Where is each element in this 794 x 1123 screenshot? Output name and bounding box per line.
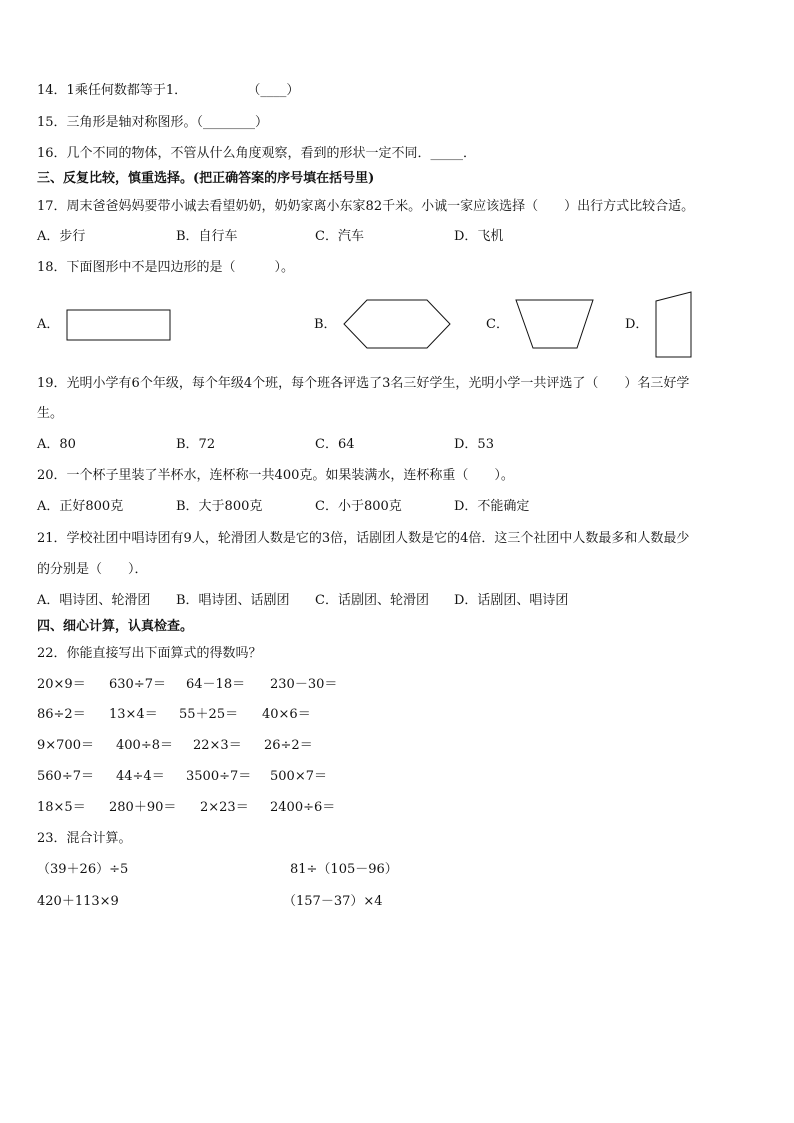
right-trapezoid-shape: [655, 291, 693, 359]
calc-item: 560÷7＝: [37, 769, 94, 784]
calc-item: 13×4＝: [109, 707, 158, 722]
trapezoid-shape: [515, 299, 595, 351]
question-23-text: 23．混合计算。: [37, 831, 132, 846]
question-16-blank[interactable]: _____．: [430, 146, 477, 161]
q21-option-a[interactable]: A．唱诗团、轮滑团: [37, 593, 151, 608]
q17-option-d[interactable]: D．飞机: [454, 229, 504, 244]
q18-label-d[interactable]: D．: [625, 317, 649, 332]
question-15-text: 15．三角形是轴对称图形。: [37, 115, 197, 130]
calc-item: 2400÷6＝: [270, 800, 336, 815]
question-14: [37, 82, 299, 100]
question-19-line-2: 生。: [37, 406, 64, 421]
question-15-blank[interactable]: （________）: [196, 115, 269, 130]
q17-option-a[interactable]: A．步行: [37, 229, 86, 244]
q21-option-d[interactable]: D．话剧团、唱诗团: [454, 593, 569, 608]
q20-option-c[interactable]: C．小于800克: [315, 499, 402, 514]
calc-item: 22×3＝: [193, 738, 242, 753]
q17-option-c[interactable]: C．汽车: [315, 229, 364, 244]
q19-option-b[interactable]: B．72: [176, 437, 216, 452]
rectangle-shape: [66, 309, 172, 341]
q19-option-a[interactable]: A．80: [37, 437, 76, 452]
q18-label-a[interactable]: A．: [37, 317, 60, 332]
calc-item: 9×700＝: [37, 738, 94, 753]
hexagon-shape: [343, 299, 453, 351]
calc-item: 3500÷7＝: [186, 769, 252, 784]
q18-label-b[interactable]: B．: [314, 317, 337, 332]
q21-option-c[interactable]: C．话剧团、轮滑团: [315, 593, 429, 608]
q19-option-d[interactable]: D．53: [454, 437, 494, 452]
calc-item: 64－18＝: [186, 677, 246, 692]
calc-item: 18×5＝: [37, 800, 86, 815]
calc-item: 40×6＝: [262, 707, 311, 722]
q20-option-a[interactable]: A．正好800克: [37, 499, 124, 514]
question-19-line-1: 19．光明小学有6个年级，每个年级4个班，每个班各评选了3名三好学生，光明小学一共评选了（ ）名三好学: [37, 376, 690, 391]
calc-item: 630÷7＝: [109, 677, 166, 692]
q21-option-b[interactable]: B．唱诗团、话剧团: [176, 593, 290, 608]
section-3-header: 三、反复比较，慎重选择。(把正确答案的序号填在括号里): [37, 171, 375, 186]
calc-item: 44÷4＝: [116, 769, 165, 784]
calc-item: 280＋90＝: [109, 800, 177, 815]
mixed-calc-item: 420＋113×9: [37, 894, 119, 909]
mixed-calc-item: （157－37）×4: [283, 894, 383, 909]
calc-item: 20×9＝: [37, 677, 86, 692]
question-16: [37, 145, 476, 163]
q17-option-b[interactable]: B．自行车: [176, 229, 238, 244]
calc-item: 2×23＝: [200, 800, 249, 815]
question-21-line-1: 21．学校社团中唱诗团有9人，轮滑团人数是它的3倍，话剧团人数是它的4倍．这三个社团中人数最多和人数最少: [37, 531, 690, 546]
q20-option-b[interactable]: B．大于800克: [176, 499, 263, 514]
question-21-line-2: 的分别是（ ）．: [37, 562, 148, 577]
calc-item: 400÷8＝: [116, 738, 173, 753]
calc-item: 500×7＝: [270, 769, 327, 784]
question-14-blank[interactable]: （____）: [247, 83, 300, 98]
question-15: [37, 114, 268, 132]
calc-item: 26÷2＝: [264, 738, 313, 753]
q18-label-c[interactable]: C．: [486, 317, 509, 332]
question-16-text: 16．几个不同的物体，不管从什么角度观察，看到的形状一定不同．: [37, 146, 431, 161]
question-20-text: 20．一个杯子里装了半杯水，连杯称一共400克。如果装满水，连杯称重（ ）。: [37, 468, 514, 483]
mixed-calc-item: 81÷（105－96）: [290, 862, 398, 877]
question-18-text: 18．下面图形中不是四边形的是（ ）。: [37, 260, 295, 275]
question-17-text: 17．周末爸爸妈妈要带小诚去看望奶奶，奶奶家离小东家82千米。小诚一家应该选择（ ）出行方式比较合适。: [37, 199, 695, 214]
mixed-calc-item: （39＋26）÷5: [37, 862, 129, 877]
section-4-header: 四、细心计算，认真检查。: [37, 619, 194, 634]
calc-item: 86÷2＝: [37, 707, 86, 722]
question-14-text: 14．1乘任何数都等于1．: [37, 83, 188, 98]
question-22-text: 22．你能直接写出下面算式的得数吗？: [37, 646, 262, 661]
q19-option-c[interactable]: C．64: [315, 437, 355, 452]
q20-option-d[interactable]: D．不能确定: [454, 499, 530, 514]
calc-item: 55＋25＝: [179, 707, 239, 722]
calc-item: 230－30＝: [270, 677, 338, 692]
